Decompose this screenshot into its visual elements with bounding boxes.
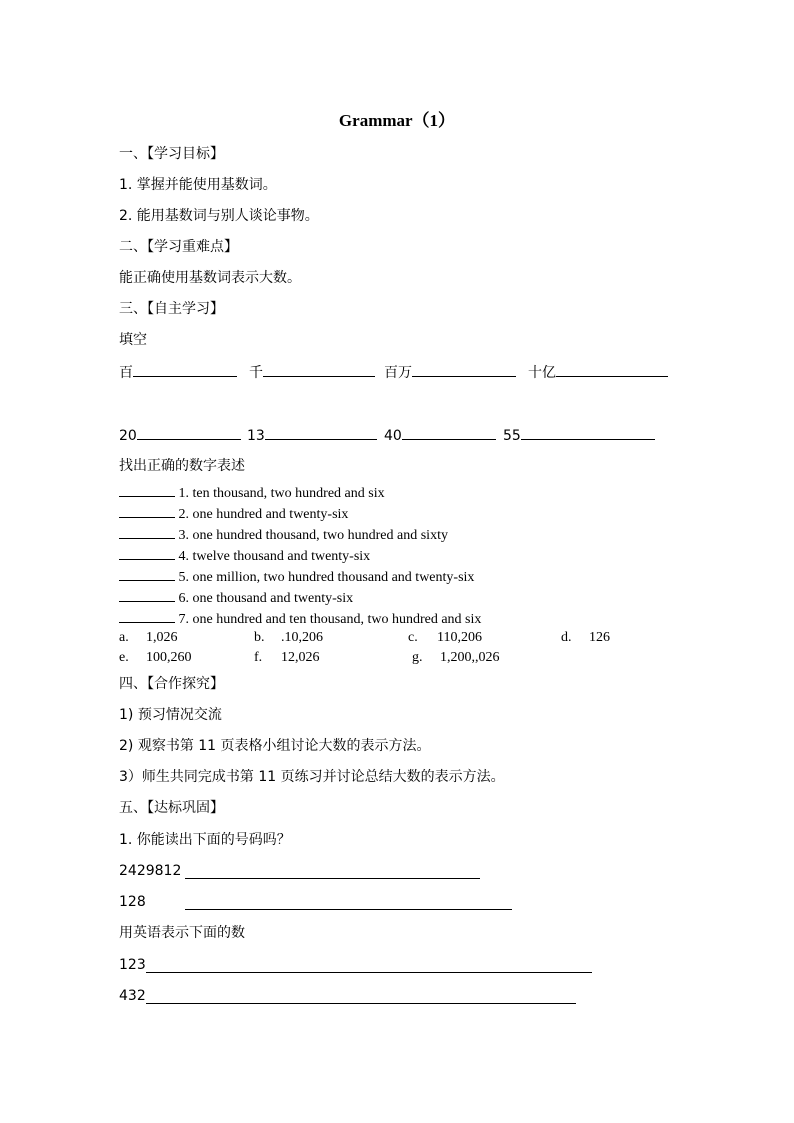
- goal-item-1: 1. 掌握并能使用基数词。: [119, 177, 277, 193]
- option-value: .10,206: [281, 630, 323, 645]
- write-number-432: 432: [119, 988, 146, 1004]
- statement-text: 2. one hundred and twenty-six: [178, 507, 349, 522]
- fill-row-numbers: [119, 425, 679, 447]
- section-heading-self-study: 三、【自主学习】: [119, 301, 224, 317]
- answer-blank[interactable]: [119, 566, 175, 581]
- statement-text: 1. ten thousand, two hundred and six: [178, 486, 385, 501]
- blank-line[interactable]: [412, 362, 516, 377]
- read-number-128: 128: [119, 894, 146, 910]
- answer-blank[interactable]: [119, 545, 175, 560]
- blank-line[interactable]: [137, 425, 241, 440]
- answer-line[interactable]: [146, 971, 592, 973]
- answer-blank[interactable]: [119, 587, 175, 602]
- statement-text: 6. one thousand and twenty-six: [178, 591, 354, 606]
- blank-line[interactable]: [402, 425, 496, 440]
- answer-blank[interactable]: [119, 524, 175, 539]
- fill-prompt: 55: [503, 428, 521, 444]
- option-letter: c.: [408, 630, 418, 645]
- section-heading-cooperation: 四、【合作探究】: [119, 676, 224, 692]
- answer-line[interactable]: [185, 908, 512, 910]
- section-heading-goals: 一、【学习目标】: [119, 146, 224, 162]
- fill-blank-label: 填空: [119, 332, 147, 348]
- section-heading-consolidation: 五、【达标巩固】: [119, 800, 224, 816]
- blank-line[interactable]: [556, 362, 668, 377]
- answer-line[interactable]: [185, 877, 480, 879]
- option-letter: b.: [254, 630, 265, 645]
- cooperation-item-2: 2) 观察书第 11 页表格小组讨论大数的表示方法。: [119, 738, 431, 754]
- fill-prompt: 13: [247, 428, 265, 444]
- statement-row: [119, 608, 481, 630]
- find-correct-label: 找出正确的数字表述: [119, 458, 245, 474]
- statement-row: [119, 503, 348, 525]
- key-point-text: 能正确使用基数词表示大数。: [119, 270, 301, 286]
- fill-prompt: 十亿: [528, 365, 556, 381]
- option-value: 126: [589, 630, 610, 645]
- answer-blank[interactable]: [119, 608, 175, 623]
- fill-prompt: 百万: [384, 365, 412, 381]
- blank-line[interactable]: [133, 362, 237, 377]
- option-letter: a.: [119, 630, 129, 645]
- statement-text: 4. twelve thousand and twenty-six: [178, 549, 371, 564]
- write-number-123: 123: [119, 957, 146, 973]
- blank-line[interactable]: [521, 425, 655, 440]
- blank-line[interactable]: [265, 425, 377, 440]
- option-letter: e.: [119, 650, 129, 665]
- option-letter: d.: [561, 630, 572, 645]
- question-1: 1. 你能读出下面的号码吗？: [119, 832, 291, 848]
- statement-row: [119, 524, 448, 546]
- statement-row: [119, 545, 370, 567]
- blank-line[interactable]: [263, 362, 375, 377]
- statement-text: 5. one million, two hundred thousand and twenty-six: [178, 570, 475, 585]
- fill-prompt: 百: [119, 365, 133, 381]
- option-value: 100,260: [146, 650, 192, 665]
- option-letter: f.: [254, 650, 263, 665]
- fill-prompt: 千: [249, 365, 263, 381]
- answer-line[interactable]: [146, 1002, 576, 1004]
- option-value: 110,206: [437, 630, 482, 645]
- option-value: 1,200,,026: [440, 650, 500, 665]
- fill-prompt: 40: [384, 428, 402, 444]
- read-number-2429812: 2429812: [119, 863, 182, 879]
- statement-text: 7. one hundred and ten thousand, two hundred and six: [178, 612, 482, 627]
- option-value: 1,026: [146, 630, 178, 645]
- section-heading-key-points: 二、【学习重难点】: [119, 239, 238, 255]
- statement-text: 3. one hundred thousand, two hundred and sixty: [178, 528, 448, 543]
- answer-blank[interactable]: [119, 482, 175, 497]
- option-value: 12,026: [281, 650, 320, 665]
- statement-row: [119, 482, 385, 504]
- option-letter: g.: [412, 650, 423, 665]
- fill-prompt: 20: [119, 428, 137, 444]
- answer-blank[interactable]: [119, 503, 175, 518]
- statement-row: [119, 566, 474, 588]
- fill-row-units: [119, 362, 679, 384]
- question-2: 用英语表示下面的数: [119, 925, 245, 941]
- cooperation-item-3: 3）师生共同完成书第 11 页练习并讨论总结大数的表示方法。: [119, 769, 505, 785]
- statement-row: [119, 587, 353, 609]
- page-title: Grammar（1）: [338, 111, 456, 130]
- goal-item-2: 2. 能用基数词与别人谈论事物。: [119, 208, 319, 224]
- cooperation-item-1: 1) 预习情况交流: [119, 707, 222, 723]
